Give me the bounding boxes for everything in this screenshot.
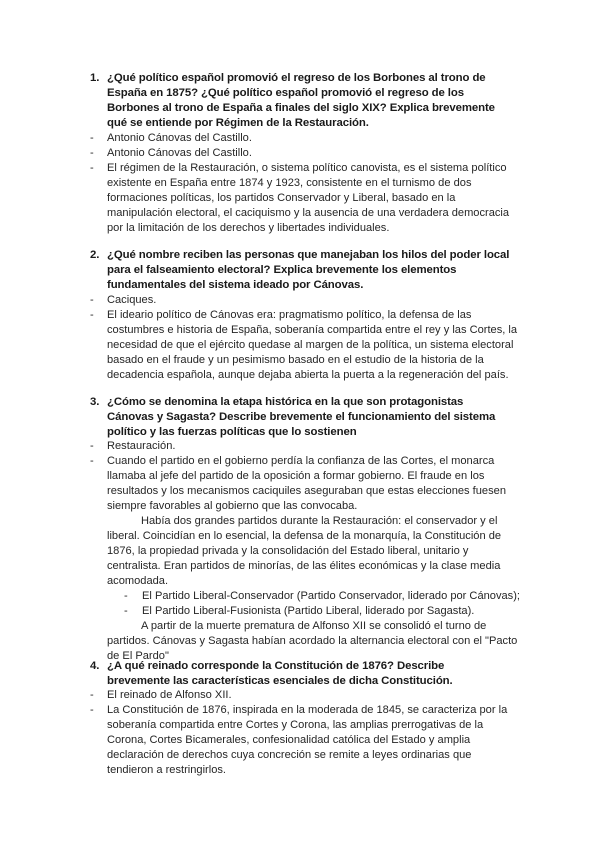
list-item: - Antonio Cánovas del Castillo. bbox=[90, 132, 252, 144]
list-item: - La Constitución de 1876, inspirada en la moderada de 1845, se caracteriza por la soberanía compartida entre Cortes y Corona, las amplias prerrogativas de la Corona, Cortes Bicamerales, confesionalidad católica del Estado y amplia declaración de derechos cuya concreción se remite a leyes ordinarias que tendieron a restringirlos. bbox=[90, 704, 508, 776]
list-item: - El ideario político de Cánovas era: pragmatismo político, la defensa de las costumbres e historia de España, soberanía compartida entre el rey y las Cortes, la necesidad de que el ejército quedase al margen de la política, un sistema electoral basado en el fraude y un pesimismo basado en el estudio de la historia de la decadencia española, aunque dejaba abierta la puerta a la regeneración del país. bbox=[90, 309, 518, 381]
paragraph-turno: A partir de la muerte prematura de Alfonso XII se consolidó el turno de partidos. Cánovas y Sagasta habían acordado la alternancia electoral con el "Pacto de El Pardo" bbox=[107, 620, 518, 662]
list-item: - Restauración. bbox=[90, 440, 176, 452]
list-item: - Antonio Cánovas del Castillo. bbox=[90, 147, 252, 159]
question-text: ¿Cómo se denomina la etapa histórica en la que son protagonistas Cánovas y Sagasta? Describe brevemente el funcionamiento del sistema político y las fuerzas políticas que lo sostienen bbox=[107, 396, 496, 438]
answer-text: La Constitución de 1876, inspirada en la moderada de 1845, se caracteriza por la soberanía compartida entre Cortes y Corona, las amplias prerrogativas de la Corona, Cortes Bicamerales, confesionalidad católica del Estado y amplia declaración de derechos cuya concreción se remite a leyes ordinarias que tendieron a restringirlos. bbox=[107, 704, 508, 776]
answer-text: Restauración. bbox=[107, 440, 176, 452]
answers-3 bbox=[90, 439, 520, 664]
question-2 bbox=[90, 248, 510, 293]
question-text: ¿A qué reinado corresponde la Constitución de 1876? Describe brevemente las características esenciales de dicha Constitución. bbox=[107, 660, 453, 687]
list-item: - Caciques. bbox=[90, 294, 157, 306]
answer-text: Cuando el partido en el gobierno perdía la confianza de las Cortes, el monarca llamaba al jefe del partido de la oposición a formar gobierno. El fraude en los resultados y los mecanismos caciquiles aseguraban que estas elecciones fuesen siempre favorables al gobierno que las convocaba. bbox=[107, 455, 506, 512]
party-text: El Partido Liberal-Conservador (Partido Conservador, liderado por Cánovas); bbox=[142, 590, 520, 602]
question-text: ¿Qué político español promovió el regreso de los Borbones al trono de España en 1875? ¿Qué político español promovió el regreso de los Borbones al trono de España a finales del siglo XIX? Explica brevemente qué se entiende por Régimen de la Restauración. bbox=[107, 72, 495, 129]
answers-1 bbox=[90, 131, 520, 236]
list-item: - Cuando el partido en el gobierno perdía la confianza de las Cortes, el monarca llamaba al jefe del partido de la oposición a formar gobierno. El fraude en los resultados y los mecanismos caciquiles aseguraban que estas elecciones fuesen siempre favorables al gobierno que las convocaba. bbox=[90, 455, 506, 512]
question-text: ¿Qué nombre reciben las personas que manejaban los hilos del poder local para el falseamiento electoral? Explica brevemente los elementos fundamentales del sistema ideado por Cánovas. bbox=[107, 249, 510, 291]
question-number: 2. bbox=[90, 249, 100, 261]
paragraph-parties: Había dos grandes partidos durante la Restauración: el conservador y el liberal. Coincidían en lo esencial, la defensa de la monarquía, la Constitución de 1876, la propiedad privada y la consolidación del Estado liberal, unitario y centralista. Eran partidos de minorías, de las élites económicas y la clase media acomodada. bbox=[107, 515, 502, 587]
question-number: 4. bbox=[90, 660, 100, 672]
question-3 bbox=[90, 395, 510, 440]
question-4 bbox=[90, 659, 510, 689]
party-text: El Partido Liberal-Fusionista (Partido Liberal, liderado por Sagasta). bbox=[142, 605, 475, 617]
answers-4 bbox=[90, 688, 520, 778]
answers-2 bbox=[90, 293, 520, 383]
answer-text: El ideario político de Cánovas era: pragmatismo político, la defensa de las costumbres e historia de España, soberanía compartida entre el rey y las Cortes, la necesidad de que el ejército quedase al margen de la política, un sistema electoral basado en el fraude y un pesimismo basado en el estudio de la historia de la decadencia española, aunque dejaba abierta la puerta a la regeneración del país. bbox=[107, 309, 518, 381]
question-number: 1. bbox=[90, 72, 100, 84]
answer-text: El régimen de la Restauración, o sistema político canovista, es el sistema político existente en España entre 1874 y 1923, consistente en el turnismo de dos formaciones políticas, los partidos Conservador y Liberal, basado en la manipulación electoral, el caciquismo y la ausencia de una verdadera democracia por la limitación de los derechos y libertades individuales. bbox=[107, 162, 510, 234]
list-item: - El régimen de la Restauración, o sistema político canovista, es el sistema político existente en España entre 1874 y 1923, consistente en el turnismo de dos formaciones políticas, los partidos Conservador y Liberal, basado en la manipulación electoral, el caciquismo y la ausencia de una verdadera democracia por la limitación de los derechos y libertades individuales. bbox=[90, 162, 510, 234]
sub-list-item: - El Partido Liberal-Fusionista (Partido Liberal, liderado por Sagasta). bbox=[124, 605, 475, 617]
question-number: 3. bbox=[90, 396, 100, 408]
list-item: - El reinado de Alfonso XII. bbox=[90, 689, 232, 701]
answer-text: Caciques. bbox=[107, 294, 157, 306]
sub-list-item: - El Partido Liberal-Conservador (Partido Conservador, liderado por Cánovas); bbox=[124, 590, 520, 602]
answer-text: Antonio Cánovas del Castillo. bbox=[107, 132, 252, 144]
answer-text: Antonio Cánovas del Castillo. bbox=[107, 147, 252, 159]
answer-text: El reinado de Alfonso XII. bbox=[107, 689, 232, 701]
question-1 bbox=[90, 71, 510, 131]
